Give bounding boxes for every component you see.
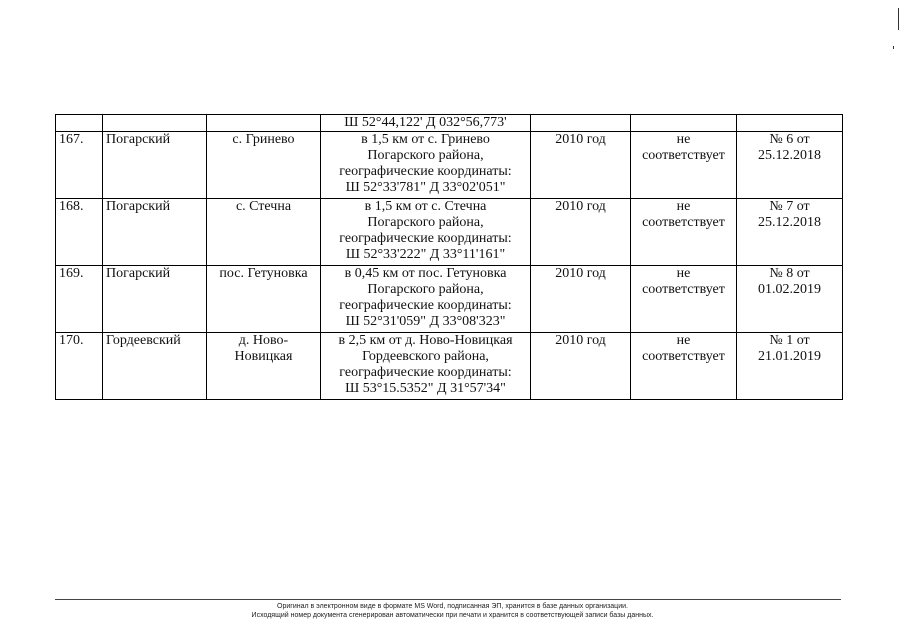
- table-row: [56, 199, 843, 266]
- table-cell: [531, 115, 631, 132]
- document-cell: [737, 266, 843, 333]
- year-cell: 2010 год: [531, 132, 631, 199]
- row-number: 170.: [56, 333, 103, 400]
- document-line: 21.01.2019: [758, 349, 821, 364]
- location-line: Ш 53°15.5352" Д 31°57'34": [345, 381, 506, 396]
- document-line: 25.12.2018: [758, 215, 821, 230]
- location-line: в 1,5 км от с. Гринево: [361, 132, 490, 147]
- location-line: географические координаты:: [339, 164, 512, 179]
- row-number: 167.: [56, 132, 103, 199]
- location-cell: [321, 199, 531, 266]
- location-line: в 2,5 км от д. Ново-Новицкая: [338, 333, 513, 348]
- table-cell: [631, 115, 737, 132]
- status-line: соответствует: [642, 215, 725, 230]
- table-cell: [103, 115, 207, 132]
- document-cell: [737, 132, 843, 199]
- table-cell: [207, 115, 321, 132]
- location-line: географические координаты:: [339, 298, 512, 313]
- district-cell: Погарский: [103, 132, 207, 199]
- location-line: в 1,5 км от с. Стечна: [364, 199, 487, 214]
- table-row: [56, 115, 843, 132]
- document-line: № 8 от: [769, 266, 810, 281]
- status-cell: [631, 132, 737, 199]
- row-number: 168.: [56, 199, 103, 266]
- year-cell: 2010 год: [531, 199, 631, 266]
- registry-table: [55, 114, 843, 400]
- location-cell: [321, 132, 531, 199]
- locality-line: д. Ново-: [238, 333, 289, 348]
- locality-cell: пос. Гетуновка: [207, 266, 321, 333]
- location-line: в 0,45 км от пос. Гетуновка: [344, 266, 507, 281]
- district-cell: Гордеевский: [103, 333, 207, 400]
- location-line: Погарского района,: [367, 282, 484, 297]
- location-cell: [321, 266, 531, 333]
- status-line: не: [676, 199, 691, 214]
- document-line: № 6 от: [769, 132, 810, 147]
- document-line: № 1 от: [769, 333, 810, 348]
- year-cell: 2010 год: [531, 266, 631, 333]
- location-line: Гордеевского района,: [362, 349, 489, 364]
- status-cell: [631, 333, 737, 400]
- district-cell: Погарский: [103, 266, 207, 333]
- status-line: соответствует: [642, 282, 725, 297]
- status-line: соответствует: [642, 148, 725, 163]
- document-cell: [737, 199, 843, 266]
- locality-line: Новицкая: [234, 349, 293, 364]
- footer-divider: [55, 599, 841, 600]
- document-line: 01.02.2019: [758, 282, 821, 297]
- location-line: Ш 52°31'059" Д 33°08'323": [345, 314, 506, 329]
- location-line: Погарского района,: [367, 148, 484, 163]
- status-cell: [631, 199, 737, 266]
- locality-cell: [207, 333, 321, 400]
- location-cell: [321, 333, 531, 400]
- table-row: [56, 132, 843, 199]
- status-line: не: [676, 333, 691, 348]
- document-cell: [737, 333, 843, 400]
- location-line: Ш 52°33'781" Д 33°02'051": [345, 180, 506, 195]
- status-line: не: [676, 132, 691, 147]
- table-row: [56, 333, 843, 400]
- table-row: [56, 266, 843, 333]
- scan-edge-mark: [898, 8, 899, 30]
- status-line: соответствует: [642, 349, 725, 364]
- coords-cell: Ш 52°44,122' Д 032°56,773': [321, 115, 531, 132]
- status-cell: [631, 266, 737, 333]
- row-number: 169.: [56, 266, 103, 333]
- status-line: не: [676, 266, 691, 281]
- document-line: 25.12.2018: [758, 148, 821, 163]
- district-cell: Погарский: [103, 199, 207, 266]
- location-line: Погарского района,: [367, 215, 484, 230]
- location-line: географические координаты:: [339, 231, 512, 246]
- year-cell: 2010 год: [531, 333, 631, 400]
- footer-line: Исходящий номер документа сгенерирован автоматически при печати и хранится в соответствующей записи базы данных.: [251, 612, 654, 619]
- location-line: Ш 52°33'222" Д 33°11'161": [345, 247, 506, 262]
- location-line: географические координаты:: [339, 365, 512, 380]
- document-line: № 7 от: [769, 199, 810, 214]
- locality-cell: с. Гринево: [207, 132, 321, 199]
- table-cell: [737, 115, 843, 132]
- locality-cell: с. Стечна: [207, 199, 321, 266]
- scan-edge-mark: [893, 46, 894, 49]
- footer-line: Оригинал в электронном виде в формате MS Word, подписанная ЭП, хранится в базе данных организации.: [277, 603, 628, 610]
- table-cell: [56, 115, 103, 132]
